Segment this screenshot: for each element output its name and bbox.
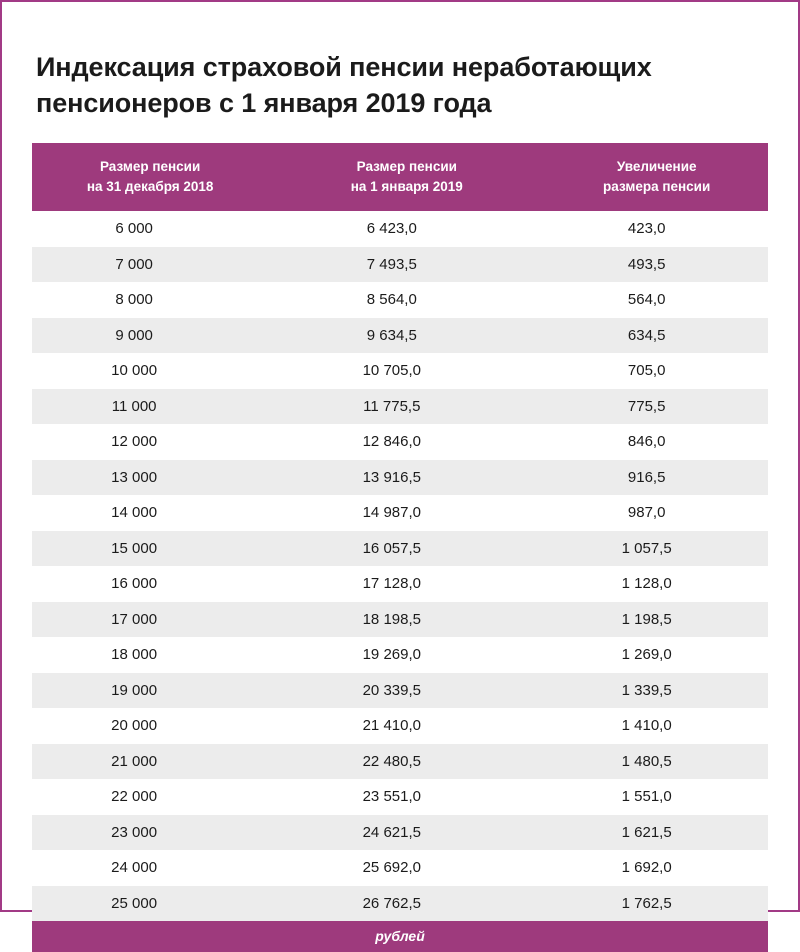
table-cell: 21 000 [32, 744, 268, 780]
table-row [32, 424, 768, 460]
table-cell: 634,5 [545, 318, 768, 354]
table-cell: 24 000 [32, 850, 268, 886]
table-cell: 564,0 [545, 282, 768, 318]
column-header-line-2: на 1 января 2019 [350, 178, 463, 194]
table-row [32, 850, 768, 886]
table-header-row [32, 143, 768, 211]
table-cell: 23 000 [32, 815, 268, 851]
table-cell: 6 000 [32, 211, 268, 247]
table-row [32, 673, 768, 709]
table-cell: 775,5 [545, 389, 768, 425]
column-header-line-1: Увеличение [616, 159, 697, 175]
table-cell: 9 634,5 [268, 318, 545, 354]
table-cell: 1 198,5 [545, 602, 768, 638]
table-cell: 9 000 [32, 318, 268, 354]
table-cell: 1 057,5 [545, 531, 768, 567]
table-cell: 19 000 [32, 673, 268, 709]
table-cell: 20 000 [32, 708, 268, 744]
table-row [32, 389, 768, 425]
table-body [32, 211, 768, 921]
table-cell: 1 480,5 [545, 744, 768, 780]
table-row [32, 495, 768, 531]
table-cell: 17 000 [32, 602, 268, 638]
pension-indexation-table [32, 143, 768, 921]
table-cell: 1 551,0 [545, 779, 768, 815]
column-header-line-1: Размер пенсии [356, 159, 457, 175]
table-cell: 11 775,5 [268, 389, 545, 425]
column-header-pension-2019 [268, 143, 545, 211]
table-cell: 18 198,5 [268, 602, 545, 638]
table-cell: 987,0 [545, 495, 768, 531]
table-cell: 1 269,0 [545, 637, 768, 673]
column-header-line-2: на 31 декабря 2018 [86, 178, 214, 194]
table-cell: 13 916,5 [268, 460, 545, 496]
table-row [32, 353, 768, 389]
table-cell: 8 564,0 [268, 282, 545, 318]
table-cell: 1 339,5 [545, 673, 768, 709]
table-cell: 22 000 [32, 779, 268, 815]
table-row [32, 637, 768, 673]
table-cell: 493,5 [545, 247, 768, 283]
table-cell: 14 987,0 [268, 495, 545, 531]
table-cell: 12 000 [32, 424, 268, 460]
table-cell: 705,0 [545, 353, 768, 389]
table-row [32, 247, 768, 283]
table-cell: 25 000 [32, 886, 268, 922]
table-cell: 24 621,5 [268, 815, 545, 851]
units-band: рублей [32, 921, 768, 952]
table-row [32, 886, 768, 922]
table-row [32, 779, 768, 815]
column-header-line-1: Размер пенсии [99, 159, 201, 175]
table-cell: 18 000 [32, 637, 268, 673]
column-header-pension-2018 [32, 143, 268, 211]
table-row [32, 211, 768, 247]
table-cell: 13 000 [32, 460, 268, 496]
table-cell: 16 000 [32, 566, 268, 602]
table-cell: 7 493,5 [268, 247, 545, 283]
table-row [32, 744, 768, 780]
table-cell: 20 339,5 [268, 673, 545, 709]
table-cell: 21 410,0 [268, 708, 545, 744]
table-header [32, 143, 768, 211]
table-cell: 1 762,5 [545, 886, 768, 922]
table-cell: 12 846,0 [268, 424, 545, 460]
table-cell: 1 621,5 [545, 815, 768, 851]
table-cell: 846,0 [545, 424, 768, 460]
table-cell: 22 480,5 [268, 744, 545, 780]
table-cell: 15 000 [32, 531, 268, 567]
table-cell: 7 000 [32, 247, 268, 283]
table-cell: 8 000 [32, 282, 268, 318]
table-row [32, 708, 768, 744]
table-cell: 11 000 [32, 389, 268, 425]
table-cell: 19 269,0 [268, 637, 545, 673]
table-row [32, 318, 768, 354]
column-header-increase [545, 143, 768, 211]
table-cell: 423,0 [545, 211, 768, 247]
table-cell: 1 692,0 [545, 850, 768, 886]
table-row [32, 531, 768, 567]
table-cell: 1 128,0 [545, 566, 768, 602]
table-row [32, 282, 768, 318]
table-cell: 25 692,0 [268, 850, 545, 886]
table-cell: 916,5 [545, 460, 768, 496]
table-row [32, 602, 768, 638]
table-cell: 10 705,0 [268, 353, 545, 389]
table-cell: 10 000 [32, 353, 268, 389]
table-cell: 23 551,0 [268, 779, 545, 815]
table-cell: 16 057,5 [268, 531, 545, 567]
table-row [32, 566, 768, 602]
table-row [32, 815, 768, 851]
page-title: Индексация страховой пенсии неработающих пенсионеров с 1 января 2019 года [36, 52, 652, 118]
table-cell: 1 410,0 [545, 708, 768, 744]
table-cell: 6 423,0 [268, 211, 545, 247]
table-row [32, 460, 768, 496]
table-cell: 17 128,0 [268, 566, 545, 602]
column-header-line-2: размера пенсии [603, 178, 711, 194]
table-cell: 26 762,5 [268, 886, 545, 922]
table-cell: 14 000 [32, 495, 268, 531]
pension-table-wrapper [32, 143, 768, 952]
